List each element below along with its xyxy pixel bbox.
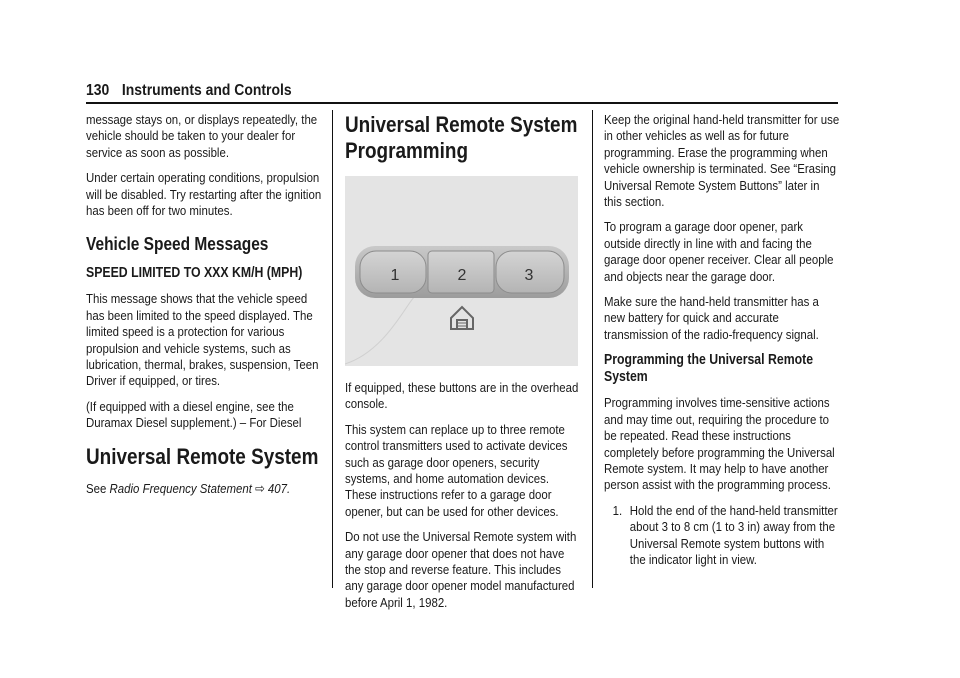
page-header [86, 82, 292, 100]
column-2 [345, 112, 581, 620]
page-number: 130 [86, 82, 110, 99]
paragraph: This system can replace up to three remote control transmitters used to activate devices such as garage door openers, security systems, and home automation devices. These instructions refer to a garage door opener, but can be used for other devices. [345, 421, 568, 519]
column-divider-1 [332, 110, 333, 588]
heading-line: Programming [345, 138, 469, 163]
heading-universal-remote-programming [345, 112, 603, 164]
step-number: 1. [612, 502, 623, 518]
paragraph: Keep the original hand-held transmitter for use in other vehicles as well as for future programming. Erase the programming when vehicle ownership is terminated. See “Erasing Universal Remote System Buttons” later in this section. [604, 112, 840, 210]
paragraph: Make sure the hand-held transmitter has a new battery for quick and accurate transmission of the radio-frequency signal. [604, 294, 819, 342]
reference-link[interactable]: Radio Frequency Statement [109, 480, 252, 496]
heading-universal-remote-system: Universal Remote System [86, 443, 319, 469]
see-prefix: See [86, 480, 110, 496]
remote-button-3[interactable] [496, 251, 564, 293]
heading-vehicle-speed-messages: Vehicle Speed Messages [86, 234, 269, 255]
paragraph: Under certain operating conditions, propulsion will be disabled. Try restarting after the ignition has been off for two minutes. [86, 170, 322, 219]
paragraph: Do not use the Universal Remote system with any garage door opener that does not have the stop and reverse feature. This includes any garage door opener model manufactured before April 1, 1982. [345, 529, 577, 610]
numbered-step [604, 503, 840, 569]
reference-page[interactable]: 407. [267, 480, 291, 496]
see-reference [86, 481, 322, 497]
page-ref-arrow-icon: ⇨ [255, 480, 265, 496]
heading-programming-universal-remote: Programming the Universal Remote System [604, 352, 814, 386]
remote-button-1[interactable] [360, 251, 426, 293]
paragraph: This message shows that the vehicle speed has been limited to the speed displayed. The limited speed is a protection for various propulsion and vehicle systems, such as lubrication, thermal, brakes, suspension, Teen Driver if equipped, or tires. [86, 291, 319, 389]
button-label: 2 [457, 267, 467, 284]
overhead-console-illustration [345, 176, 578, 366]
column-3 [604, 112, 840, 577]
remote-button-2[interactable] [428, 251, 494, 293]
paragraph: If equipped, these buttons are in the overhead console. [345, 380, 579, 412]
paragraph: To program a garage door opener, park outside directly in line with and facing the garage door opener receiver. Clear all people and objects near the garage door. [604, 219, 834, 284]
column-1 [86, 112, 322, 506]
paragraph: Programming involves time-sensitive actions and may time out, requiring the procedure to be repeated. Read these instructions completely before programming the Universal Remote system. It may help to have another person assist with the programming process. [604, 395, 835, 493]
button-label: 1 [390, 267, 400, 284]
column-divider-2 [592, 110, 593, 588]
paragraph: (If equipped with a diesel engine, see the Duramax Diesel supplement.) – For Diesel [86, 398, 302, 431]
paragraph: message stays on, or displays repeatedly, the vehicle should be taken to your dealer for service as soon as possible. [86, 112, 318, 160]
heading-line: Universal Remote System [345, 112, 578, 137]
heading-speed-limited: SPEED LIMITED TO XXX KM/H (MPH) [86, 265, 303, 282]
button-label: 3 [524, 267, 534, 284]
step-text: Hold the end of the hand-held transmitter about 3 to 8 cm (1 to 3 in) away from the Universal Remote system buttons with the indicator light in view. [629, 502, 838, 567]
section-title: Instruments and Controls [121, 82, 292, 99]
overhead-console-figure [345, 176, 578, 366]
header-rule [86, 102, 838, 104]
